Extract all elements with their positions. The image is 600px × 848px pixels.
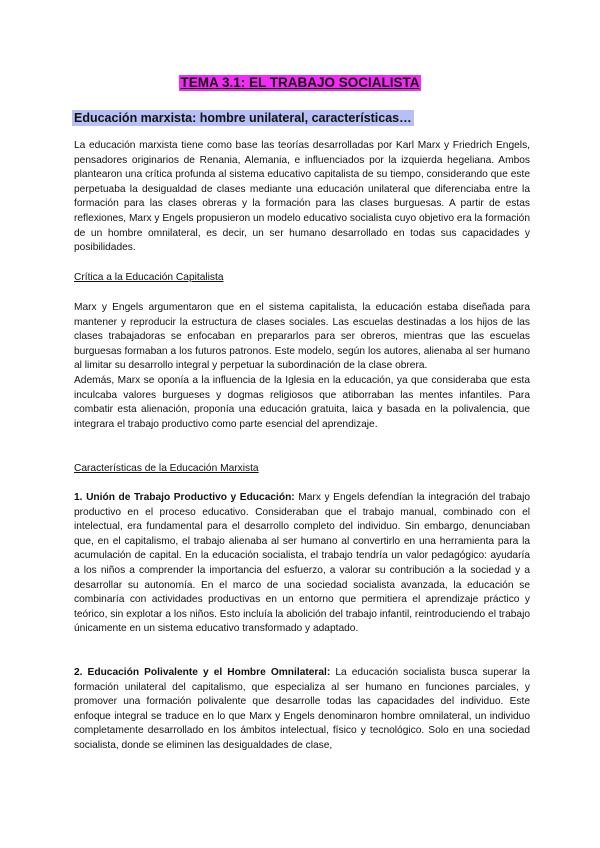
feature-item-2-title: 2. Educación Polivalente y el Hombre Omnilateral: (74, 667, 331, 678)
feature-item-2-paragraph (74, 666, 530, 754)
intro-paragraph: La educación marxista tiene como base las teorías desarrolladas por Karl Marx y Friedrich Engels, pensadores originarios de Renania, Alemania, e influenciados por la izquierda hegeliana. Ambos plantearon una crítica profunda al sistema educativo capitalista de su tiempo, considerando que este perpetuaba la desigualdad de clases mediante una educación unilateral que diferenciaba entre la formación para las clases obreras y la formación para las clases burguesas. A partir de estas reflexiones, Marx y Engels propusieron un modelo educativo socialista cuyo objetivo era la formación de un hombre omnilateral, es decir, un ser humano desarrollado en todas sus capacidades y posibilidades. (74, 140, 530, 254)
feature-item-1-text: Marx y Engels defendían la integración del trabajo productivo en el proceso educativo. Consideraban que el trabajo manual, combinado con el intelectual, era fundamental para el desarrollo completo del individuo. Sin embargo, denunciaban que, en el capitalismo, el trabajo alienaba al ser humano al convertirlo en una herramienta para la acumulación de capital. En la educación socialista, el trabajo tendría un valor pedagógico: ayudaría a los niños a comprender la importancia del esfuerzo, a valorar su contribución a la sociedad y a desarrollar su autonomía. En el marco de una sociedad socialista avanzada, la educación se combinaría con actividades productivas en un entorno que permitiera el aprendizaje práctico y teórico, sin explotar a los niños. Esto incluía la abolición del trabajo infantil, reintroduciendo el trabajo únicamente en un sistema educativo transformado y adaptado. (74, 492, 530, 635)
intro-paragraph-block (74, 139, 530, 256)
feature-item-1-title: 1. Unión de Trabajo Productivo y Educación: (74, 492, 295, 503)
subtitle-container (72, 109, 414, 127)
feature-item-2-text: La educación socialista busca superar la formación unilateral del capitalismo, que especializa al ser humano en funciones parciales, y promover una formación polivalente que desarrolle todas las capacidades del individuo. Este enfoque integral se traduce en lo que Marx y Engels denominaron hombre omnilateral, un individuo completamente desarrollado en los ámbitos intelectual, físico y tecnológico. Solo en una sociedad socialista, donde se eliminen las desigualdades de clase, (74, 667, 530, 751)
feature-item-1-paragraph (74, 491, 530, 637)
document-title: TEMA 3.1: EL TRABAJO SOCIALISTA (180, 75, 420, 90)
feature-item-1 (74, 491, 530, 637)
title-container (0, 74, 600, 92)
critique-heading: Crítica a la Educación Capitalista (74, 272, 224, 283)
feature-item-2 (74, 666, 530, 754)
critique-block (74, 301, 530, 432)
section-subtitle: Educación marxista: hombre unilateral, características… (74, 111, 412, 125)
features-heading: Características de la Educación Marxista (74, 463, 259, 474)
critique-paragraph-2: Además, Marx se oponía a la influencia de la Iglesia en la educación, ya que consideraba que esta inculcaba valores burgueses y dogmas religiosos que atiborraban las mentes infantiles. Para combatir esta alienación, proponía una educación gratuita, laica y basada en la polivalencia, que integrara el trabajo productivo como parte esencial del aprendizaje. (74, 374, 530, 430)
critique-paragraph-1: Marx y Engels argumentaron que en el sistema capitalista, la educación estaba diseñada para mantener y reproducir la estructura de clases sociales. Las escuelas destinadas a los hijos de las clases trabajadoras se enfocaban en prepararlos para ser obreros, mientras que las escuelas burguesas formaban a los futuros patronos. Este modelo, según los autores, alienaba al ser humano al limitar su desarrollo integral y perpetuar la subordinación de la clase obrera. (74, 302, 530, 372)
